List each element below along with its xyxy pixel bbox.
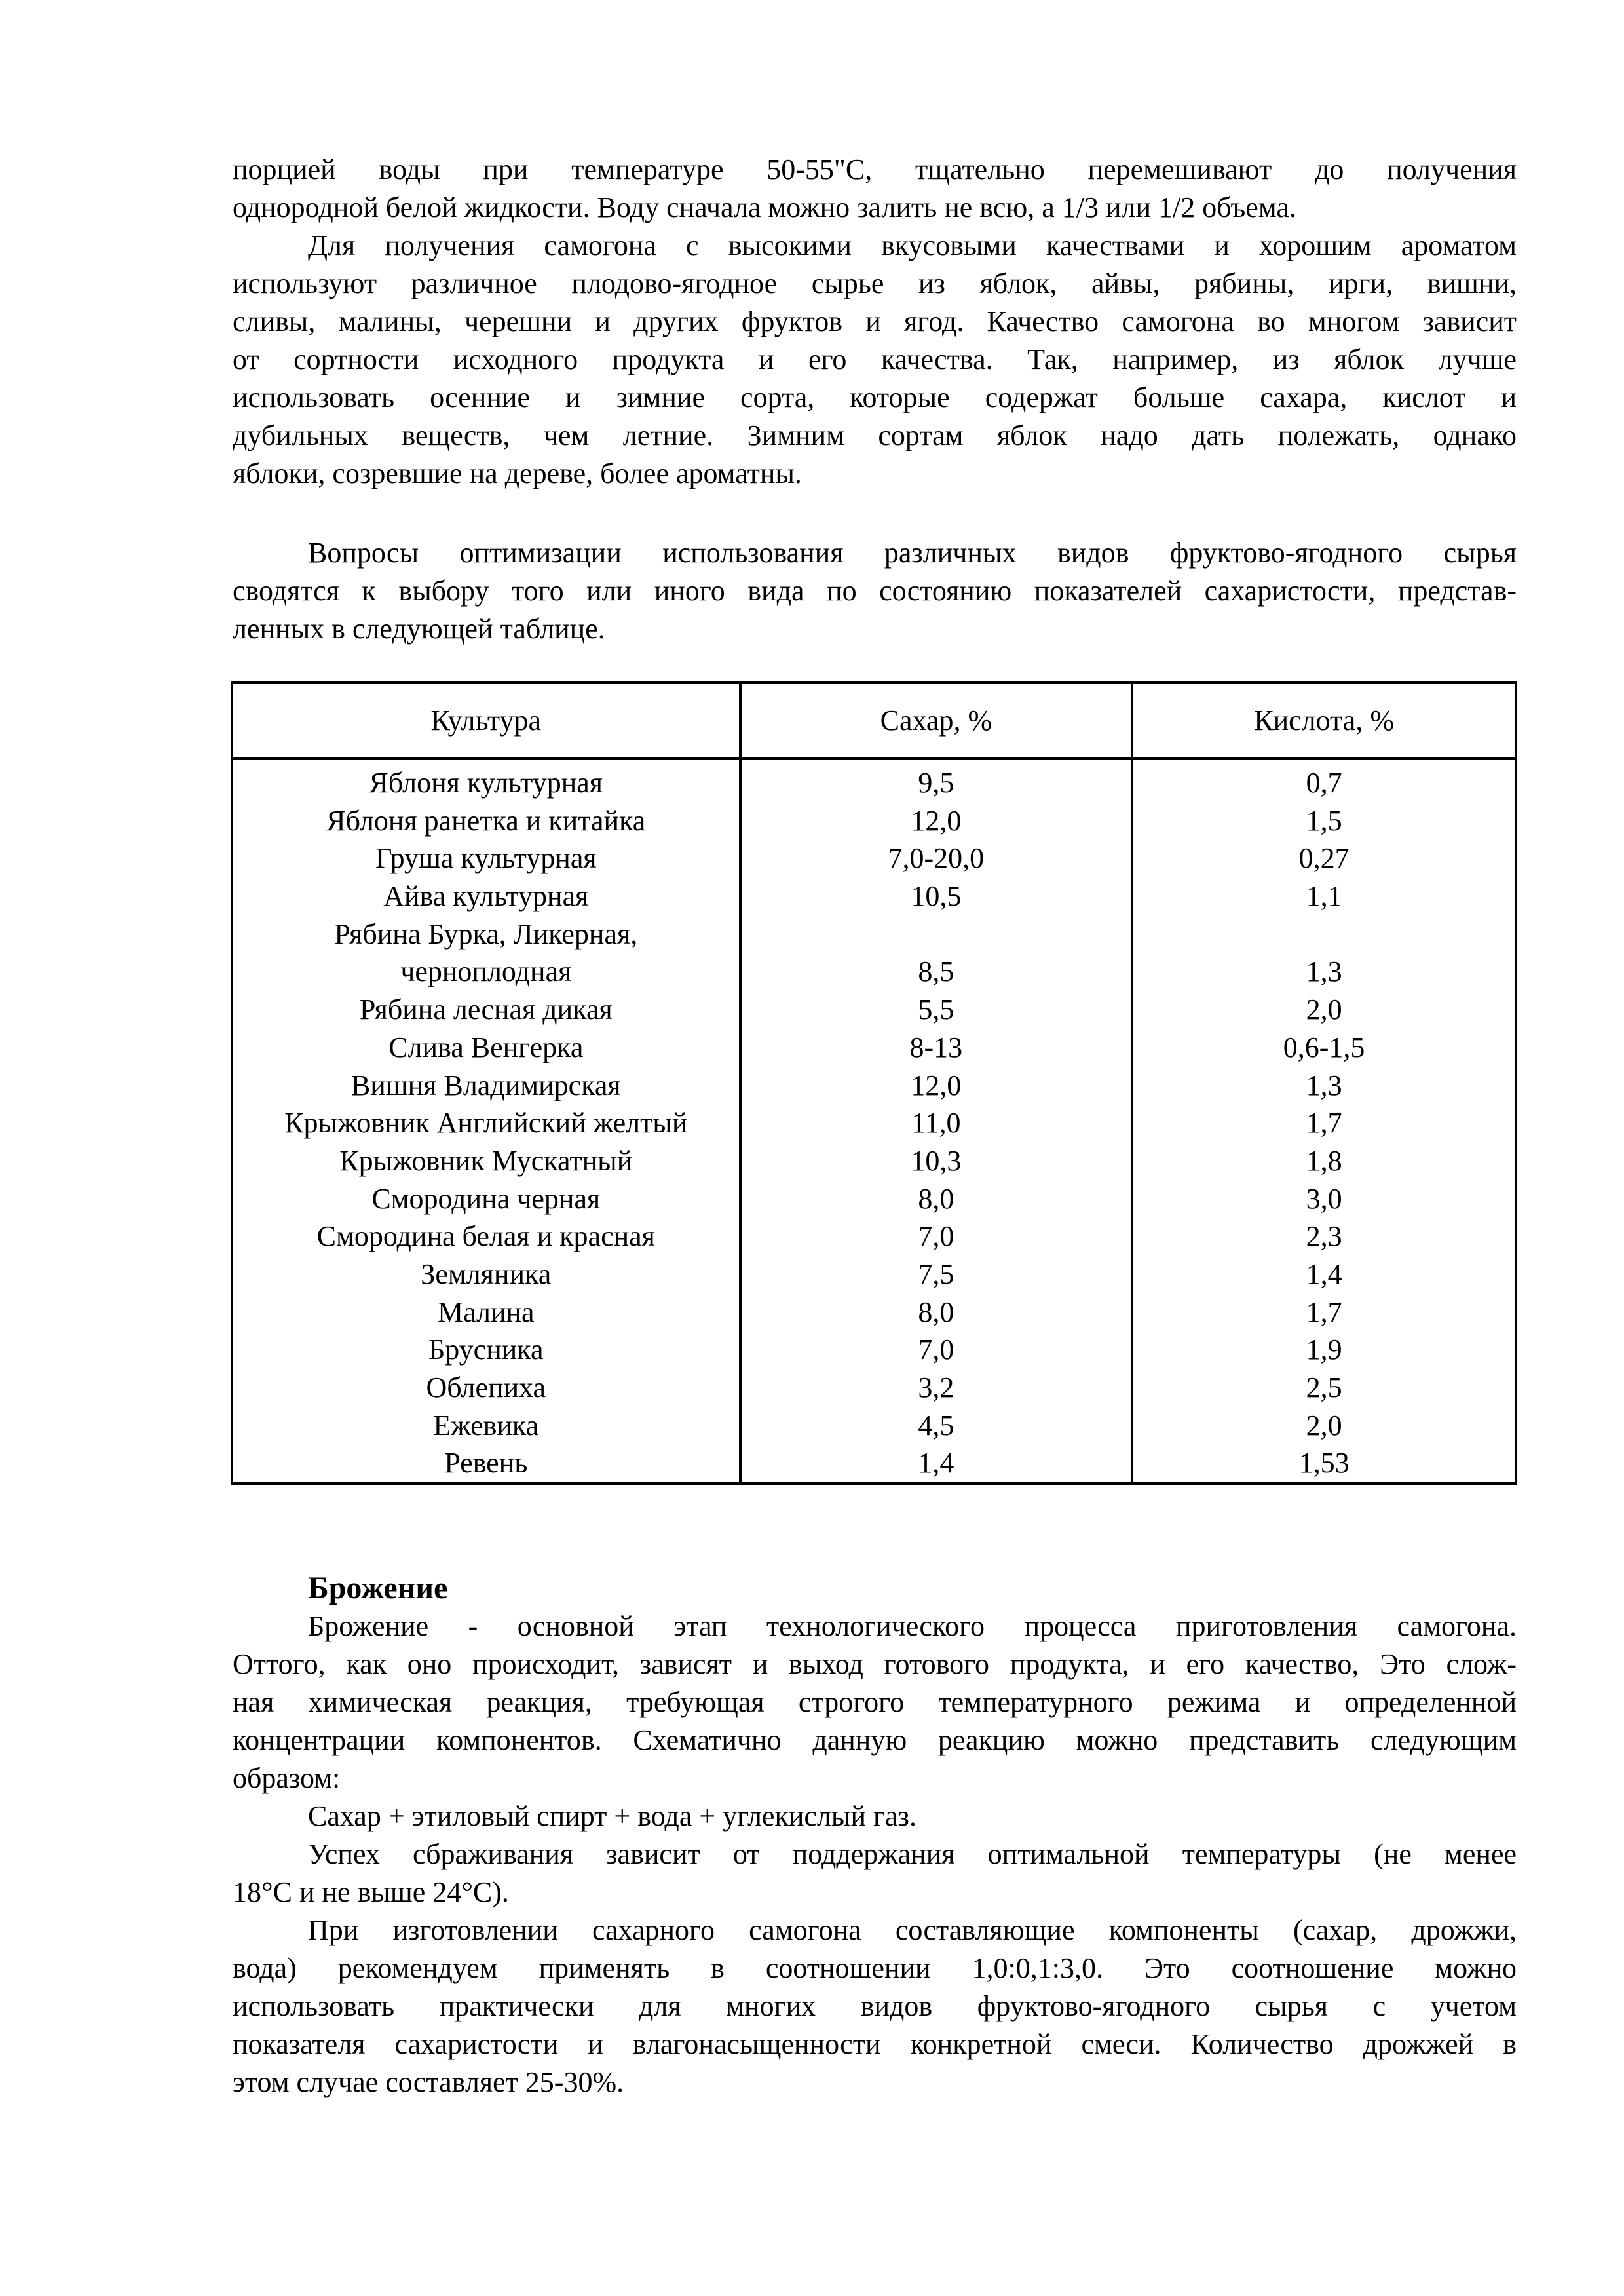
cell-acid: 0,7: [1132, 759, 1516, 802]
question-paragraph: [233, 534, 1517, 648]
cell-sugar: 7,0: [740, 1331, 1133, 1369]
text-line: сливы, малины, черешни и других фруктов и ягод. Качество самогона во многом зависит: [233, 305, 1517, 337]
table-row: [232, 759, 1516, 802]
cell-sugar-line-1: [742, 915, 1131, 953]
table-row: [232, 1217, 1516, 1255]
table-row: [232, 1406, 1516, 1444]
table-row: [232, 1029, 1516, 1067]
intro-paragraph-2: [233, 227, 1517, 493]
text-line: от сортности исходного продукта и его качества. Так, например, из яблок лучше: [233, 343, 1517, 375]
cell-acid: 1,4: [1132, 1255, 1516, 1293]
section-heading: Брожение: [308, 1571, 448, 1605]
intro-paragraph-1: [233, 151, 1517, 227]
cell-sugar: 11,0: [740, 1104, 1133, 1142]
cell-culture: Вишня Владимирская: [232, 1066, 740, 1104]
cell-culture: Облепиха: [232, 1369, 740, 1407]
cell-sugar: 8-13: [740, 1029, 1133, 1067]
cell-culture: Крыжовник Мускатный: [232, 1142, 740, 1180]
table-row: [232, 1179, 1516, 1217]
text-line: ная химическая реакция, требующая строгого температурного режима и определенной: [233, 1686, 1517, 1718]
fermentation-section: [233, 1569, 1517, 2101]
cell-sugar: 5,5: [740, 991, 1133, 1029]
cell-culture-line-1: Рябина Бурка, Ликерная,: [334, 917, 638, 950]
cell-sugar: 1,4: [740, 1444, 1133, 1483]
fermentation-paragraph-4: [233, 1911, 1517, 2101]
text-line: сводятся к выбору того или иного вида по состоянию показателей сахаристости, представ-: [233, 575, 1517, 607]
cell-culture: Малина: [232, 1293, 740, 1331]
cell-acid: 3,0: [1132, 1179, 1516, 1217]
cell-acid: 2,0: [1132, 1406, 1516, 1444]
header-culture: Культура: [232, 683, 740, 759]
text-line: показателя сахаристости и влагонасыщенности конкретной смеси. Количество дрожжей в: [233, 2028, 1517, 2060]
cell-sugar: 12,0: [740, 802, 1133, 840]
table-row: [232, 991, 1516, 1029]
table-row: [232, 1369, 1516, 1407]
question-section: [233, 534, 1517, 648]
data-table: [231, 681, 1517, 1485]
cell-sugar: 10,3: [740, 1142, 1133, 1180]
cell-culture: Крыжовник Английский желтый: [232, 1104, 740, 1142]
text-line: однородной белой жидкости. Воду сначала можно залить не всю, а 1/3 или 1/2 объема.: [233, 191, 1296, 223]
cell-acid: 1,3: [1132, 1066, 1516, 1104]
cell-acid: 2,5: [1132, 1369, 1516, 1407]
cell-acid-line-1: [1133, 915, 1515, 953]
table-row: [232, 1331, 1516, 1369]
cell-acid: 2,3: [1132, 1217, 1516, 1255]
table-row: [232, 1444, 1516, 1483]
text-line: Вопросы оптимизации использования различных видов фруктово-ягодного сырья: [308, 537, 1517, 569]
cell-acid: 1,1: [1132, 877, 1516, 915]
cell-sugar: [740, 915, 1133, 991]
cell-sugar-line-2: 8,5: [918, 955, 954, 988]
cell-acid: 2,0: [1132, 991, 1516, 1029]
text-line: используют различное плодово-ягодное сырье из яблок, айвы, рябины, ирги, вишни,: [233, 267, 1517, 299]
cell-acid: 1,9: [1132, 1331, 1516, 1369]
table-row: [232, 1066, 1516, 1104]
text-line: использовать осенние и зимние сорта, которые содержат больше сахара, кислот и: [233, 381, 1517, 413]
table-header-row: [232, 683, 1516, 759]
cell-culture-line-2: черноплодная: [400, 955, 572, 988]
text-line: При изготовлении сахарного самогона составляющие компоненты (сахар, дрожжи,: [308, 1914, 1517, 1946]
text-line: яблоки, созревшие на дереве, более ароматны.: [233, 457, 802, 489]
text-line: порцией воды при температуре 50-55"С, тщательно перемешивают до получения: [233, 153, 1517, 185]
cell-culture: [232, 915, 740, 991]
cell-culture: Груша культурная: [232, 839, 740, 877]
cell-acid: 1,53: [1132, 1444, 1516, 1483]
table-row: [232, 1142, 1516, 1180]
cell-sugar: 12,0: [740, 1066, 1133, 1104]
table-row: [232, 839, 1516, 877]
cell-acid-line-2: 1,3: [1306, 955, 1342, 988]
cell-acid: 1,5: [1132, 802, 1516, 840]
text-line: Для получения самогона с высокими вкусовыми качествами и хорошим ароматом: [308, 229, 1517, 261]
text-line: Успех сбраживания зависит от поддержания оптимальной температуры (не менее: [308, 1838, 1517, 1870]
cell-acid: [1132, 915, 1516, 991]
cell-sugar: 8,0: [740, 1293, 1133, 1331]
cell-culture: Слива Венгерка: [232, 1029, 740, 1067]
header-acid: Кислота, %: [1132, 683, 1516, 759]
text-line: ленных в следующей таблице.: [233, 613, 605, 645]
cell-sugar: 10,5: [740, 877, 1133, 915]
cell-sugar: 7,5: [740, 1255, 1133, 1293]
cell-culture: Ревень: [232, 1444, 740, 1483]
cell-sugar: 8,0: [740, 1179, 1133, 1217]
cell-sugar: 4,5: [740, 1406, 1133, 1444]
table-row: [232, 802, 1516, 840]
text-line: 18°С и не выше 24°С).: [233, 1876, 509, 1908]
text-line: использовать практически для многих видов фруктово-ягодного сырья с учетом: [233, 1990, 1517, 2022]
cell-culture: Смородина черная: [232, 1179, 740, 1217]
sugar-acid-table: [231, 681, 1517, 1485]
table-row: [232, 1293, 1516, 1331]
cell-acid: 0,27: [1132, 839, 1516, 877]
header-sugar: Сахар, %: [740, 683, 1133, 759]
cell-acid: 0,6-1,5: [1132, 1029, 1516, 1067]
fermentation-paragraph-1: [233, 1607, 1517, 1797]
intro-section: [233, 151, 1517, 493]
cell-culture: Брусника: [232, 1331, 740, 1369]
cell-culture: Ежевика: [232, 1406, 740, 1444]
cell-culture: Рябина лесная дикая: [232, 991, 740, 1029]
cell-culture: Смородина белая и красная: [232, 1217, 740, 1255]
cell-sugar: 7,0-20,0: [740, 839, 1133, 877]
cell-culture: Земляника: [232, 1255, 740, 1293]
text-line: этом случае составляет 25-30%.: [233, 2066, 624, 2098]
text-line: концентрации компонентов. Схематично данную реакцию можно представить следующим: [233, 1724, 1517, 1756]
text-line: образом:: [233, 1762, 341, 1794]
cell-culture: Яблоня культурная: [232, 759, 740, 802]
formula-line: Сахар + этиловый спирт + вода + углекислый газ.: [308, 1800, 916, 1832]
table-row: [232, 1104, 1516, 1142]
cell-culture: Айва культурная: [232, 877, 740, 915]
text-line: Брожение - основной этап технологического процесса приготовления самогона.: [308, 1610, 1517, 1642]
cell-acid: 1,7: [1132, 1104, 1516, 1142]
table-row: [232, 1255, 1516, 1293]
fermentation-paragraph-3: [233, 1835, 1517, 1911]
cell-acid: 1,7: [1132, 1293, 1516, 1331]
cell-acid: 1,8: [1132, 1142, 1516, 1180]
cell-sugar: 3,2: [740, 1369, 1133, 1407]
cell-sugar: 7,0: [740, 1217, 1133, 1255]
table-row: [232, 877, 1516, 915]
text-line: дубильных веществ, чем летние. Зимним сортам яблок надо дать полежать, однако: [233, 419, 1517, 451]
table-row: [232, 915, 1516, 991]
cell-culture: Яблоня ранетка и китайка: [232, 802, 740, 840]
cell-sugar: 9,5: [740, 759, 1133, 802]
text-line: Оттого, как оно происходит, зависят и выход готового продукта, и его качество, Это слож-: [233, 1648, 1517, 1680]
text-line: вода) рекомендуем применять в соотношении 1,0:0,1:3,0. Это соотношение можно: [233, 1952, 1517, 1984]
